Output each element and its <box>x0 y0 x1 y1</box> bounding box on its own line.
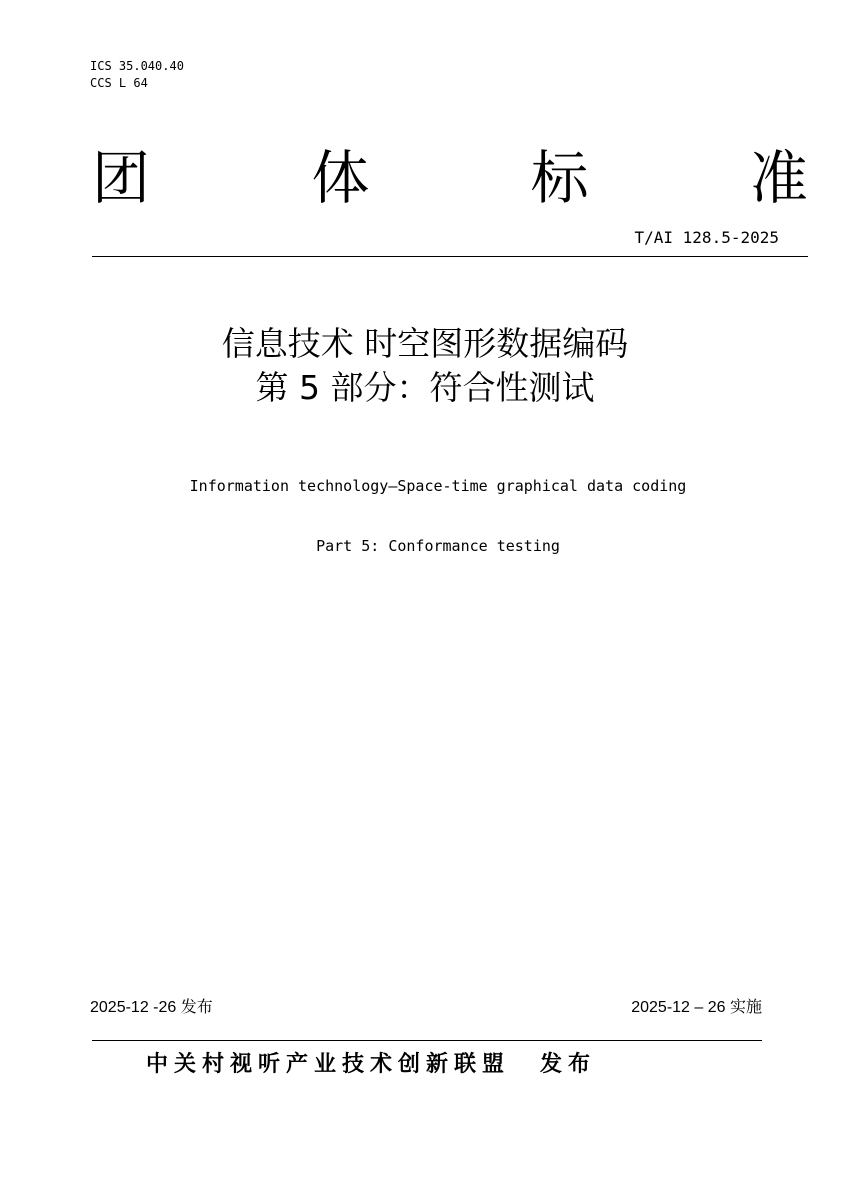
standard-number: T/AI 128.5-2025 <box>634 228 779 247</box>
publisher-action: 发布 <box>540 1052 597 1077</box>
bottom-divider <box>92 1040 762 1041</box>
publisher-line <box>146 1050 596 1080</box>
standard-type-char: 准 <box>749 144 808 212</box>
ccs-code: CCS L 64 <box>90 76 148 90</box>
standard-type-char: 体 <box>311 144 370 212</box>
chinese-title-line-1: 信息技术 时空图形数据编码 <box>221 324 629 363</box>
chinese-title-line-2: 第 5 部分：符合性测试 <box>255 368 595 407</box>
implementation-date: 2025-12 – 26 实施 <box>631 999 762 1016</box>
top-divider <box>92 256 808 257</box>
standard-type-char: 标 <box>530 144 589 212</box>
english-title-line-2: Part 5: Conformance testing <box>316 537 560 555</box>
standard-type-title <box>92 138 808 218</box>
english-title-line-1: Information technology—Space-time graphical data coding <box>189 477 687 495</box>
publisher-name: 中关村视听产业技术创新联盟 <box>146 1052 511 1077</box>
standard-type-char: 团 <box>92 144 151 212</box>
issue-date: 2025-12 -26 发布 <box>90 999 213 1016</box>
ics-code: ICS 35.040.40 <box>90 59 184 73</box>
